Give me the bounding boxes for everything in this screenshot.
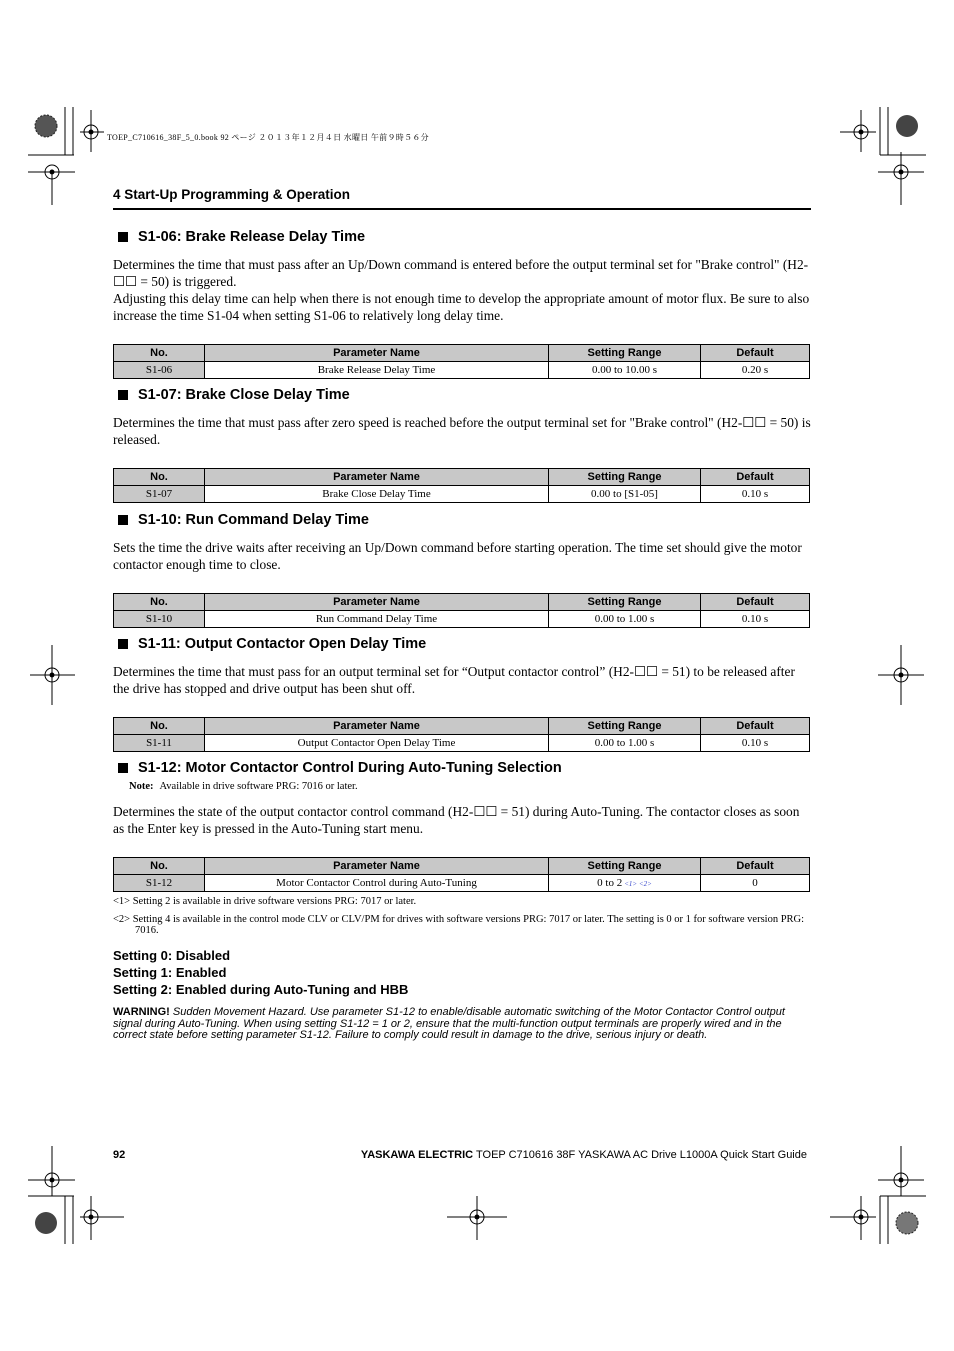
- table-row: [114, 735, 810, 752]
- col-header-name: Parameter Name: [205, 469, 549, 486]
- page-number: 92: [113, 1149, 126, 1161]
- range-text: 0 to 2: [597, 877, 623, 889]
- table-row: [114, 611, 810, 628]
- col-header-no: No.: [114, 469, 205, 486]
- col-header-default: Default: [701, 858, 810, 875]
- note-label: Note:: [129, 781, 154, 792]
- paragraph: Determines the time that must pass after zero speed is reached before the output terminal set for "Brake control" (H2-☐☐ = 50) is released.: [113, 415, 811, 447]
- square-bullet-icon: [118, 390, 128, 400]
- cell-range: 0.00 to 1.00 s: [549, 735, 701, 752]
- cell-no: S1-06: [114, 362, 205, 379]
- section-heading-text: S1-10: Run Command Delay Time: [138, 512, 369, 528]
- cell-no: S1-12: [114, 875, 205, 892]
- col-header-default: Default: [701, 345, 810, 362]
- footnote: <2> Setting 4 is available in the control mode CLV or CLV/PM for drives with software versions PRG: 7017 or later. The setting is 0 or 1 for software version PRG: 7016.: [113, 914, 805, 936]
- setting-item: Setting 1: Enabled: [113, 965, 227, 980]
- square-bullet-icon: [118, 515, 128, 525]
- note-text: Available in drive software PRG: 7016 or later.: [159, 781, 358, 792]
- col-header-default: Default: [701, 594, 810, 611]
- paragraph: Determines the state of the output contactor control command (H2-☐☐ = 51) during Auto-Tuning. The contactor closes as soon as the Enter key is pressed in the Auto-Tuning start menu.: [113, 804, 800, 836]
- section-heading-text: S1-07: Brake Close Delay Time: [138, 387, 350, 403]
- cell-default: 0.20 s: [701, 362, 810, 379]
- col-header-range: Setting Range: [549, 469, 701, 486]
- cell-no: S1-10: [114, 611, 205, 628]
- section-heading: [118, 512, 369, 528]
- cell-name: Output Contactor Open Delay Time: [205, 735, 549, 752]
- warning-label: WARNING!: [113, 1006, 170, 1018]
- paragraph: Sets the time the drive waits after receiving an Up/Down command before starting operation. The time set should give the motor contactor enough time to close.: [113, 540, 802, 572]
- paragraph: Determines the time that must pass after an Up/Down command is entered before the output terminal set for "Brake control" (H2-☐☐ = 50) is triggered.: [113, 257, 809, 289]
- section-body: [113, 256, 813, 324]
- col-header-no: No.: [114, 718, 205, 735]
- col-header-no: No.: [114, 858, 205, 875]
- warning-text: Sudden Movement Hazard. Use parameter S1-12 to enable/disable automatic switching of the Motor Contactor Control output signal during Auto-Tuning. When using setting S1-12 = 1 or 2, ensure that the multi-function output terminals are properly wired and in the correct state before setting parameter S1-12. Failure to comply could result in damage to the drive, serious injury or death.: [113, 1006, 785, 1042]
- footer-brand: YASKAWA ELECTRIC: [360, 1149, 474, 1161]
- parameter-table: [113, 857, 810, 892]
- parameter-table: [113, 468, 810, 503]
- col-header-name: Parameter Name: [205, 858, 549, 875]
- section-heading: [118, 229, 365, 245]
- square-bullet-icon: [118, 232, 128, 242]
- cell-default: 0.10 s: [701, 486, 810, 503]
- chapter-header: 4 Start-Up Programming & Operation: [113, 187, 351, 202]
- footnote: <1> Setting 2 is available in drive software versions PRG: 7017 or later.: [113, 896, 417, 907]
- cell-range: 0.00 to 1.00 s: [549, 611, 701, 628]
- table-row: [114, 486, 810, 503]
- footer-doc-info: [361, 1149, 807, 1161]
- cell-name: Run Command Delay Time: [205, 611, 549, 628]
- cell-default: 0.10 s: [701, 611, 810, 628]
- col-header-default: Default: [701, 718, 810, 735]
- cell-name: Brake Close Delay Time: [205, 486, 549, 503]
- section-heading: [118, 387, 350, 403]
- paragraph: Determines the time that must pass for an output terminal set for “Output contactor control” (H2-☐☐ = 51) to be released after the drive has stopped and drive output has been shut off.: [113, 664, 795, 696]
- section-heading: [118, 760, 562, 776]
- cell-no: S1-07: [114, 486, 205, 503]
- section-heading-text: S1-11: Output Contactor Open Delay Time: [138, 636, 427, 652]
- cell-name: Motor Contactor Control during Auto-Tuning: [205, 875, 549, 892]
- col-header-default: Default: [701, 469, 810, 486]
- footnote-refs[interactable]: <1> <2>: [624, 880, 652, 888]
- cell-range: 0.00 to 10.00 s: [549, 362, 701, 379]
- section-heading-text: S1-06: Brake Release Delay Time: [138, 229, 366, 245]
- col-header-range: Setting Range: [549, 594, 701, 611]
- footer-doc-title: TOEP C710616 38F YASKAWA AC Drive L1000A Quick Start Guide: [476, 1149, 807, 1161]
- section-body: [113, 803, 813, 837]
- paragraph: Adjusting this delay time can help when there is not enough time to develop the appropriate amount of motor flux. Be sure to also increase the time S1-04 when setting S1-06 to relatively long delay time.: [113, 291, 810, 323]
- col-header-range: Setting Range: [549, 718, 701, 735]
- col-header-range: Setting Range: [549, 345, 701, 362]
- table-row: [114, 362, 810, 379]
- cell-default: 0: [701, 875, 810, 892]
- cell-no: S1-11: [114, 735, 205, 752]
- section-heading: [118, 636, 426, 652]
- parameter-table: [113, 344, 810, 379]
- cell-name: Brake Release Delay Time: [205, 362, 549, 379]
- section-heading-text: S1-12: Motor Contactor Control During Auto-Tuning Selection: [138, 760, 562, 776]
- col-header-name: Parameter Name: [205, 718, 549, 735]
- cell-range: 0.00 to [S1-05]: [549, 486, 701, 503]
- cell-default: 0.10 s: [701, 735, 810, 752]
- section-body: [113, 414, 813, 448]
- table-row: [114, 875, 810, 892]
- section-body: [113, 663, 813, 697]
- col-header-no: No.: [114, 345, 205, 362]
- parameter-table: [113, 593, 810, 628]
- square-bullet-icon: [118, 763, 128, 773]
- section-body: [113, 539, 813, 573]
- note: [129, 781, 358, 792]
- col-header-name: Parameter Name: [205, 345, 549, 362]
- square-bullet-icon: [118, 639, 128, 649]
- parameter-table: [113, 717, 810, 752]
- setting-item: Setting 2: Enabled during Auto-Tuning and HBB: [113, 982, 409, 997]
- setting-item: Setting 0: Disabled: [113, 948, 231, 963]
- col-header-range: Setting Range: [549, 858, 701, 875]
- book-info-line: TOEP_C710616_38F_5_0.book 92 ページ ２０１３年１２月４日 水曜日 午前９時５６分: [107, 133, 429, 142]
- col-header-name: Parameter Name: [205, 594, 549, 611]
- cell-range: [549, 875, 701, 892]
- col-header-no: No.: [114, 594, 205, 611]
- chapter-rule: [113, 208, 811, 210]
- warning-block: [113, 1007, 813, 1042]
